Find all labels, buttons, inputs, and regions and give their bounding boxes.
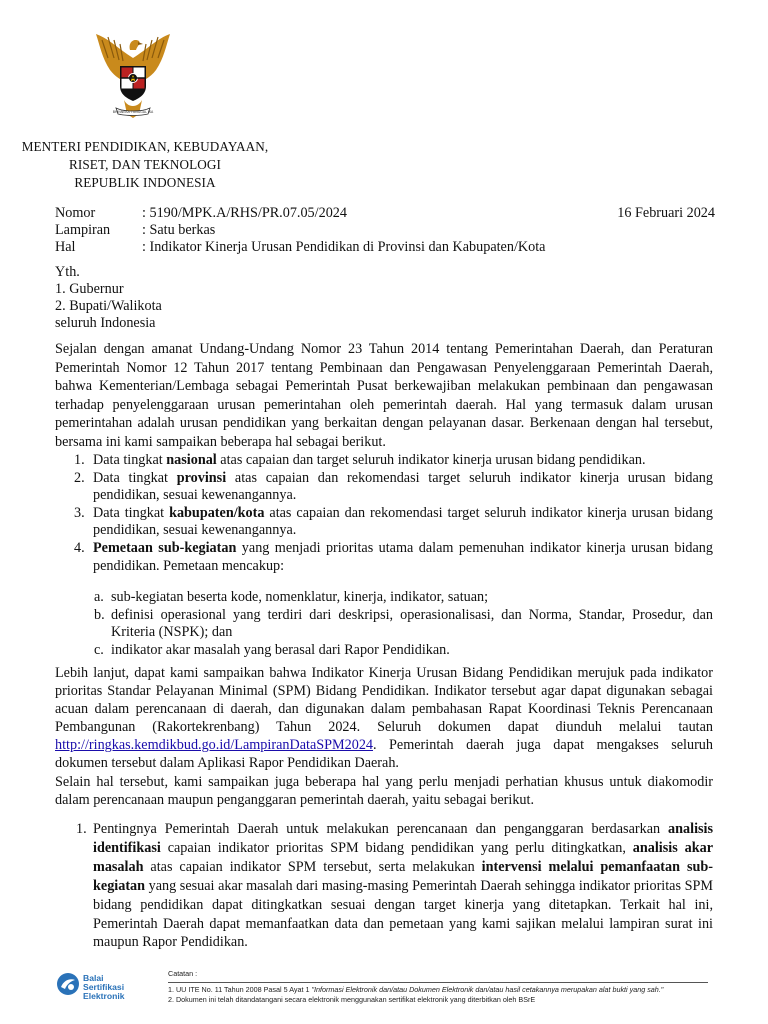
ministry-line-1: MENTERI PENDIDIKAN, KEBUDAYAAN, [21,139,269,154]
list-text: capaian indikator prioritas SPM bidang pendidikan yang perlu ditingkatkan, [160,839,633,856]
sub-list [55,589,713,659]
addressee-yth: Yth. [55,264,80,280]
list-text: yang sesuai akar masalah dari masing-masing Pemerintah Daerah sehingga indikator prioritas SPM bidang pendidikan dapat ditingkatkan sesuai dengan target kinerja yang ditetapkan. Terkait hal ini, Pemerintah Daerah dapat memanfaatkan data dan pemetaan yang kami sajikan melalui lampiran surat ini maupun Rapor Pendidikan. [93,877,713,951]
list-text: atas capaian indikator SPM tersebut, serta melakukan [143,858,482,875]
addressee [55,264,162,332]
catatan-title: Catatan : [168,969,198,978]
bsre-line-1: Balai [83,973,104,983]
list-text: atas capaian dan rekomendasi target seluruh indikator kinerja urusan bidang pendidikan, sesuai kewenangannya. [93,469,713,504]
addressee-line-1: 1. Gubernur [55,281,124,297]
svg-text:BHINNEKA TUNGGAL IKA: BHINNEKA TUNGGAL IKA [112,110,154,114]
list-item [55,470,713,505]
list-number: 1. [74,452,85,468]
paragraph-intro: Sejalan dengan amanat Undang-Undang Nomor 23 Tahun 2014 tentang Pemerintahan Daerah, dan Peraturan Pemerintah Nomor 12 Tahun 2017 tentang Pembinaan dan Pengawasan Penyelenggaraan Pemerintah Daerah, bahwa Kementerian/Lembaga sebagai Pemerintah Pusat berkewajiban melakukan pembinaan dan pengawasan terhadap penyelenggaraan urusan pemerintahan oleh pemerintah daerah. Hal yang termasuk dalam urusan pemerintahan adalah urusan pendidikan yang berkaitan dengan pelayanan dasar. Berkenaan dengan hal tersebut, bersama ini kami sampaikan beberapa hal sebagai berikut. [55,341,713,450]
lampiran-label: Lampiran [55,222,111,238]
list-item [55,820,713,952]
addressee-line-2: 2. Bupati/Walikota [55,298,162,314]
list-number: 1. [76,821,87,837]
meta-row-nomor [55,205,715,222]
sub-list-letter: b. [94,606,105,623]
hal-label: Hal [55,239,76,255]
list-text: yang menjadi prioritas utama dalam pemenuhan indikator kinerja urusan bidang pendidikan. Pemetaan mencakup: [93,539,713,574]
list-number: 2. [74,469,85,486]
paragraph-text: Lebih lanjut, dapat kami sampaikan bahwa Indikator Kinerja Urusan Bidang Pendidikan merujuk pada indikator prioritas Standar Pelayanan Minimal (SPM) Bidang Pendidikan. Indikator tersebut agar dapat digunakan sebagai acuan dalam perencanaan di daerah, dan digunakan dalam pembahasan Rapat Koordinasi Teknis Perencanaan Pembangunan (Rakortekrenbang) Tahun 2024. Seluruh dokumen dapat diunduh melalui tautan [55,665,713,735]
sub-list-text: definisi operasional yang terdiri dari deskripsi, operasionalisasi, dan Norma, Standar, Prosedur, dan Kriteria (NSPK); dan [111,606,713,641]
sub-list-letter: a. [94,589,104,606]
list-text: Data tingkat [93,452,167,468]
sub-list-text: indikator akar masalah yang berasal dari Rapor Pendidikan. [111,641,450,658]
ministry-line-3: REPUBLIK INDONESIA [74,175,216,190]
list-bold: intervensi melalui pemanfaatan sub-kegiatan [93,858,713,894]
ministry-line-2: RISET, DAN TEKNOLOGI [68,157,222,172]
footer-note-2: 2. Dokumen ini telah ditandatangani secara elektronik menggunakan sertifikat elektronik yang diterbitkan oleh BSrE [168,995,536,1004]
note-1-quote: "Informasi Elektronik dan/atau Dokumen Elektronik dan/atau hasil cetakannya merupakan alat bukti yang sah." [311,985,664,994]
list-bold: kabupaten/kota [169,504,265,521]
note-1-text: 1. UU ITE No. 11 Tahun 2008 Pasal 5 Ayat 1 [168,985,312,994]
list-text: Data tingkat [93,469,177,486]
sub-list-item [55,642,713,660]
nomor-label: Nomor [55,205,96,221]
ministry-heading [0,138,290,192]
list-item [55,540,713,575]
download-link[interactable]: http://ringkas.kemdikbud.go.id/LampiranDataSPM2024 [55,737,374,753]
sub-list-text: sub-kegiatan beserta kode, nomenklatur, kinerja, indikator, satuan; [111,589,489,606]
hal-value: : Indikator Kinerja Urusan Pendidikan di Provinsi dan Kabupaten/Kota [142,239,546,255]
footer-notes [168,969,713,1005]
meta-row-lampiran [55,222,715,239]
list-text: Data tingkat [93,504,170,521]
bsre-line-2: Sertifikasi [83,981,125,992]
list-bold: analisis akar masalah [93,839,713,875]
meta-row-hal [55,239,715,256]
list-text: atas capaian dan target seluruh indikator kinerja urusan bidang pendidikan. [216,452,646,468]
list-number: 3. [74,504,85,521]
list-text: atas capaian dan rekomendasi target seluruh indikator kinerja urusan bidang pendidikan, sesuai kewenangannya. [93,504,713,539]
list-bold: provinsi [176,469,227,486]
footer-divider [168,982,708,983]
letter-date: 16 Februari 2024 [617,205,715,221]
sub-list-item [55,589,713,607]
list-bold: analisis identifikasi [93,821,713,856]
paragraph-text: . Pemerintah daerah juga dapat mengakses seluruh dokumen tersebut dalam Aplikasi Rapor Pendidikan Daerah. [55,737,713,771]
list-bold: nasional [166,452,217,468]
footer-note-1 [168,985,713,995]
bsre-name [83,974,125,1000]
list-item [55,505,713,540]
addressee-line-3: seluruh Indonesia [55,315,156,331]
list-item [55,452,713,470]
list-text: Pentingnya Pemerintah Daerah untuk melakukan perencanaan dan penganggaran berdasarkan [93,821,669,837]
garuda-pancasila-emblem [90,28,176,128]
paragraph-reference [55,664,713,772]
nomor-value: : 5190/MPK.A/RHS/PR.07.05/2024 [142,205,347,221]
sub-list-item [55,607,713,642]
bsre-line-3: Elektronik [83,990,125,1001]
sub-list-letter: c. [94,641,104,658]
bsre-logo-icon [56,972,80,996]
list-bold: Pemetaan sub-kegiatan [93,539,237,556]
letter-meta [55,205,715,256]
attention-list [55,820,713,952]
lampiran-value: : Satu berkas [142,222,216,238]
data-list [55,452,713,660]
list-number: 4. [74,539,85,556]
paragraph-attention: Selain hal tersebut, kami sampaikan juga beberapa hal yang perlu menjadi perhatian khusus untuk diakomodir dalam perencanaan maupun penganggaran pemerintah daerah, yaitu sebagai berikut. [55,774,713,808]
